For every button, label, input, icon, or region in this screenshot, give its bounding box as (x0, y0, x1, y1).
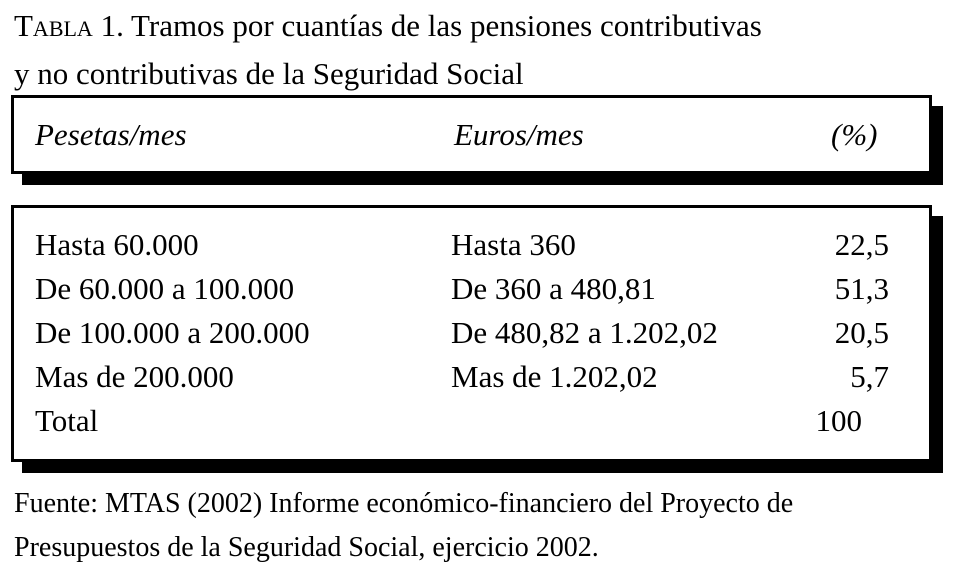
caption-label: Tabla (14, 8, 93, 43)
table-row (14, 267, 929, 311)
cell-percent: 20,5 (834, 315, 889, 350)
table-row-total (14, 399, 929, 443)
cell-euros: Hasta 360 (451, 227, 576, 262)
header-euros: Euros/mes (454, 117, 584, 152)
cell-pesetas: De 100.000 a 200.000 (35, 315, 310, 350)
cell-pesetas: Mas de 200.000 (35, 359, 234, 394)
cell-pesetas: De 60.000 a 100.000 (35, 271, 295, 306)
caption-line-1 (14, 2, 762, 50)
cell-total-percent: 100 (815, 403, 862, 438)
table-header-box (11, 95, 932, 174)
header-percent: (%) (831, 117, 878, 152)
table-row (14, 223, 929, 267)
header-pesetas: Pesetas/mes (35, 117, 187, 152)
cell-euros: De 360 a 480,81 (451, 271, 656, 306)
cell-pesetas: Hasta 60.000 (35, 227, 199, 262)
caption-line-2: y no contributivas de la Seguridad Social (14, 56, 524, 91)
source-line-1: Fuente: MTAS (2002) Informe económico-financiero del Proyecto de (14, 488, 794, 519)
cell-euros: De 480,82 a 1.202,02 (451, 315, 718, 350)
source-note (14, 482, 793, 570)
cell-percent: 22,5 (834, 227, 889, 262)
caption-text: 1. Tramos por cuantías de las pensiones contributivas (92, 8, 762, 43)
cell-total-label: Total (35, 403, 99, 438)
table-body-box (11, 205, 932, 462)
source-line-2: Presupuestos de la Seguridad Social, ejercicio 2002. (14, 532, 599, 563)
cell-percent: 51,3 (834, 271, 889, 306)
cell-percent: 5,7 (850, 359, 889, 394)
table-caption (14, 2, 762, 98)
table-row (14, 311, 929, 355)
cell-euros: Mas de 1.202,02 (451, 359, 658, 394)
table-row (14, 355, 929, 399)
